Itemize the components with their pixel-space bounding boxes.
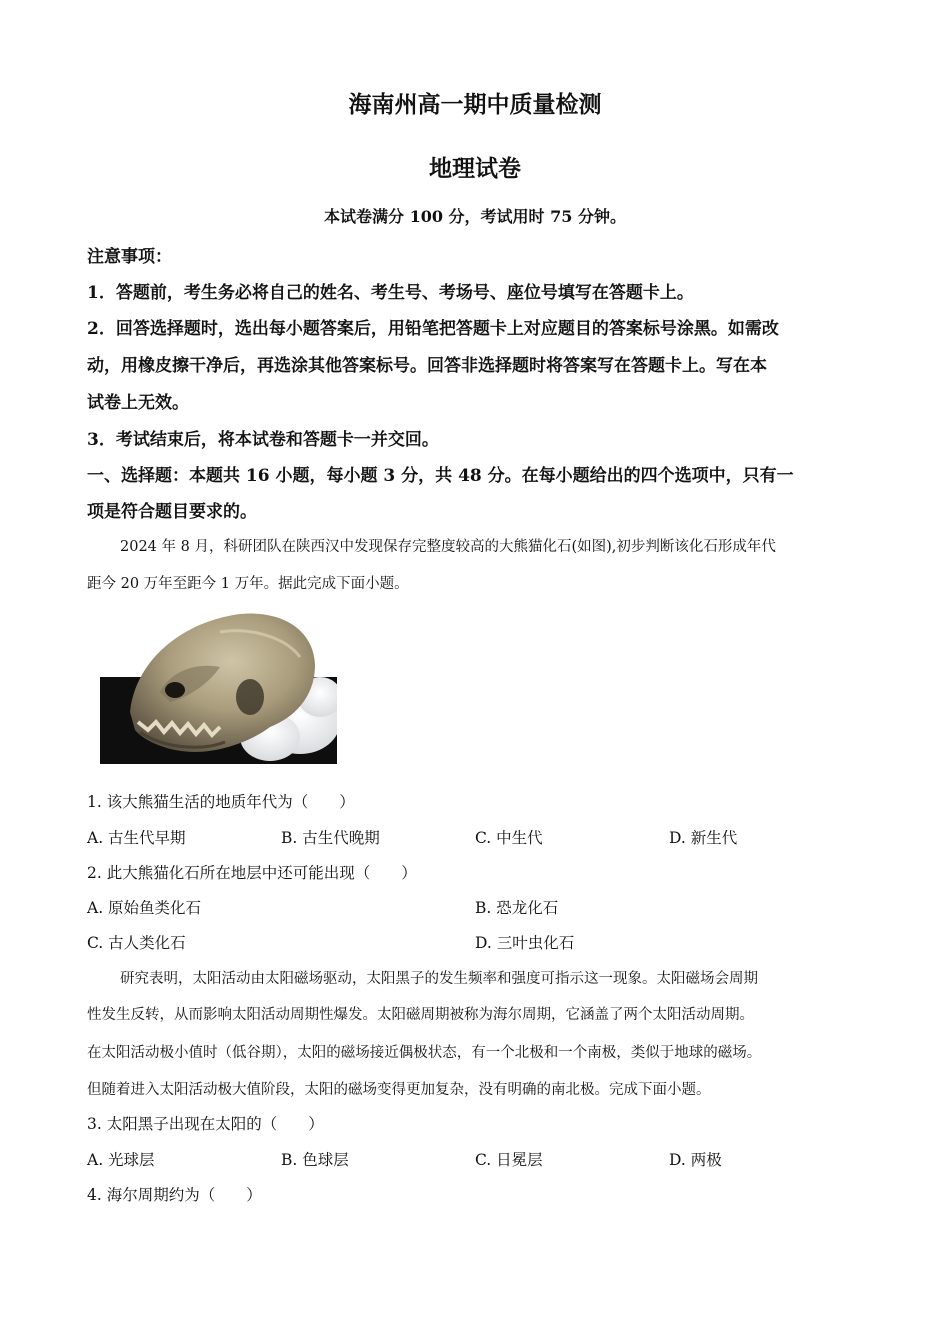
q2-option-c: C. 古人类化石 bbox=[87, 934, 186, 952]
exam-info: 本试卷满分 100 分，考试用时 75 分钟。 bbox=[324, 207, 626, 226]
notice-line-2c: 试卷上无效。 bbox=[87, 393, 189, 413]
exam-title: 海南州高一期中质量检测 bbox=[348, 91, 602, 118]
q3-option-d: D. 两极 bbox=[669, 1151, 722, 1169]
passage1-line-1: 2024 年 8 月，科研团队在陕西汉中发现保存完整度较高的大熊猫化石(如图),初步判断该化石形成年代 bbox=[120, 539, 776, 555]
notice-line-2a: 2．回答选择题时，选出每小题答案后，用铅笔把答题卡上对应题目的答案标号涂黑。如需改 bbox=[87, 319, 779, 339]
passage2-line-3: 在太阳活动极小值时（低谷期），太阳的磁场接近偶极状态，有一个北极和一个南极，类似于地球的磁场。 bbox=[87, 1045, 762, 1061]
q2-option-a: A. 原始鱼类化石 bbox=[87, 899, 202, 917]
passage2-line-1: 研究表明，太阳活动由太阳磁场驱动，太阳黑子的发生频率和强度可指示这一现象。太阳磁场会周期 bbox=[120, 971, 758, 987]
section-heading-line-1: 一、选择题：本题共 16 小题，每小题 3 分，共 48 分。在每小题给出的四个选项中，只有一 bbox=[87, 466, 794, 486]
notice-heading: 注意事项： bbox=[87, 247, 172, 267]
q3-option-c: C. 日冕层 bbox=[475, 1151, 543, 1169]
q1-stem: 1. 该大熊猫生活的地质年代为（ ） bbox=[87, 793, 355, 811]
q1-option-b: B. 古生代晚期 bbox=[281, 829, 380, 847]
q1-option-c: C. 中生代 bbox=[475, 829, 543, 847]
passage1-line-2: 距今 20 万年至距今 1 万年。据此完成下面小题。 bbox=[87, 576, 409, 592]
q3-option-a: A. 光球层 bbox=[87, 1151, 155, 1169]
panda-fossil-photo bbox=[100, 602, 337, 764]
q1-option-d: D. 新生代 bbox=[669, 829, 738, 847]
notice-line-1: 1．答题前，考生务必将自己的姓名、考生号、考场号、座位号填写在答题卡上。 bbox=[87, 283, 694, 303]
q2-option-d: D. 三叶虫化石 bbox=[475, 934, 575, 952]
section-heading-line-2: 项是符合题目要求的。 bbox=[87, 502, 257, 522]
passage2-line-2: 性发生反转，从而影响太阳活动周期性爆发。太阳磁周期被称为海尔周期，它涵盖了两个太阳活动周期。 bbox=[87, 1007, 754, 1023]
q2-option-b: B. 恐龙化石 bbox=[475, 899, 559, 917]
q4-stem: 4. 海尔周期约为（ ） bbox=[87, 1186, 262, 1204]
notice-line-3: 3．考试结束后，将本试卷和答题卡一并交回。 bbox=[87, 430, 439, 450]
notice-line-2b: 动，用橡皮擦干净后，再选涂其他答案标号。回答非选择题时将答案写在答题卡上。写在本 bbox=[87, 356, 767, 376]
q3-option-b: B. 色球层 bbox=[281, 1151, 349, 1169]
exam-subtitle: 地理试卷 bbox=[429, 155, 521, 182]
passage2-line-4: 但随着进入太阳活动极大值阶段，太阳的磁场变得更加复杂，没有明确的南北极。完成下面小题。 bbox=[87, 1082, 711, 1098]
q3-stem: 3. 太阳黑子出现在太阳的（ ） bbox=[87, 1115, 324, 1133]
q1-option-a: A. 古生代早期 bbox=[87, 829, 186, 847]
q2-stem: 2. 此大熊猫化石所在地层中还可能出现（ ） bbox=[87, 864, 417, 882]
